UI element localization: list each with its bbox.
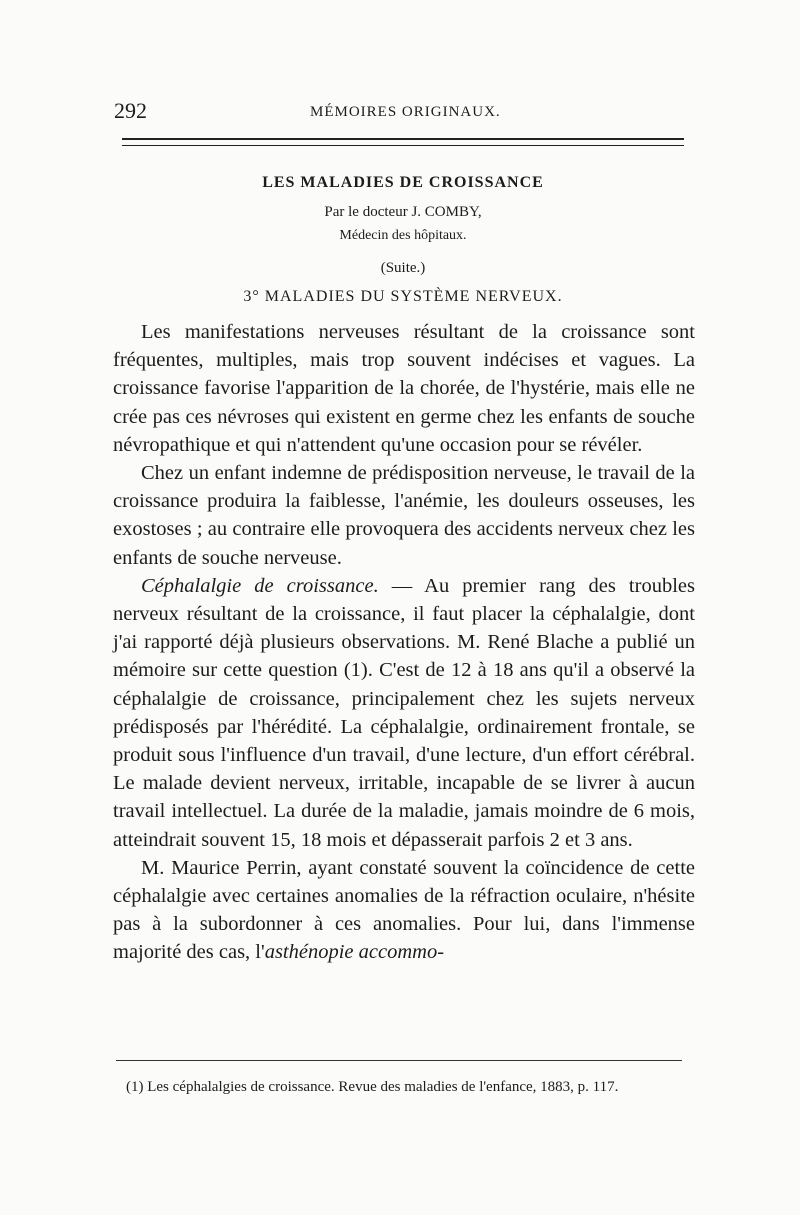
italic-lead: Céphalalgie de croissance. — [141, 574, 379, 597]
footnote-rule — [116, 1060, 682, 1061]
paragraph-text: — Au premier rang des troubles nerveux résultant de la croissance, il faut placer la céphalalgie, dont j'ai rapporté déjà plusieurs observations. M. René Blache a publié un mémoire sur cette question (1). C'est de 12 à 18 ans qu'il a observé la céphalalgie de croissance, principalement chez les sujets nerveux prédisposés par l'hérédité. La céphalalgie, ordinairement frontale, se produit sous l'influence d'un travail, d'une lecture, d'un effort cérébral. Le malade devient nerveux, irritable, incapable de se livrer à aucun travail intellectuel. La durée de la maladie, jamais moindre de 6 mois, atteindrait souvent 15, 18 mois et dépasserait parfois 2 et 3 ans. — [113, 574, 695, 851]
section-heading: 3° MALADIES DU SYSTÈME NERVEUX. — [243, 288, 563, 305]
footnote: (1) Les céphalalgies de croissance. Revue des maladies de l'enfance, 1883, p. 117. — [126, 1079, 619, 1095]
running-head: MÉMOIRES ORIGINAUX. — [310, 104, 501, 120]
paragraph: Les manifestations nerveuses résultant de la croissance sont fréquentes, multiples, mais trop souvent indécises et vagues. La croissance favorise l'apparition de la chorée, de l'hystérie, mais elle ne crée pas ces névroses qui existent en germe chez les enfants de souche névropathique et qui n'attendent qu'une occasion pour se révéler. — [113, 321, 695, 456]
header-rule-bottom — [122, 145, 684, 146]
header-rule-top — [122, 138, 684, 140]
article-affiliation: Médecin des hôpitaux. — [339, 228, 467, 243]
continuation-label: (Suite.) — [380, 260, 426, 276]
italic-trailing: asthénopie accommo- — [264, 941, 445, 964]
article-title: LES MALADIES DE CROISSANCE — [262, 174, 544, 191]
page-number: 292 — [114, 98, 147, 123]
paragraph — [113, 854, 695, 967]
article-byline: Par le docteur J. COMBY, — [324, 204, 482, 220]
paragraph-text: M. Maurice Perrin, ayant constaté souvent la coïncidence de cette céphalalgie avec certaines anomalies de la réfraction oculaire, n'hésite pas à la subordonner à ces anomalies. Pour lui, dans l'immense majorité des cas, l' — [113, 856, 695, 964]
paragraph: Chez un enfant indemne de prédisposition nerveuse, le travail de la croissance produira la faiblesse, l'anémie, les douleurs osseuses, les exostoses ; au contraire elle provoquera des accidents nerveux chez les enfants de souche nerveuse. — [113, 462, 695, 569]
body-text — [113, 318, 695, 967]
paragraph — [113, 572, 695, 854]
